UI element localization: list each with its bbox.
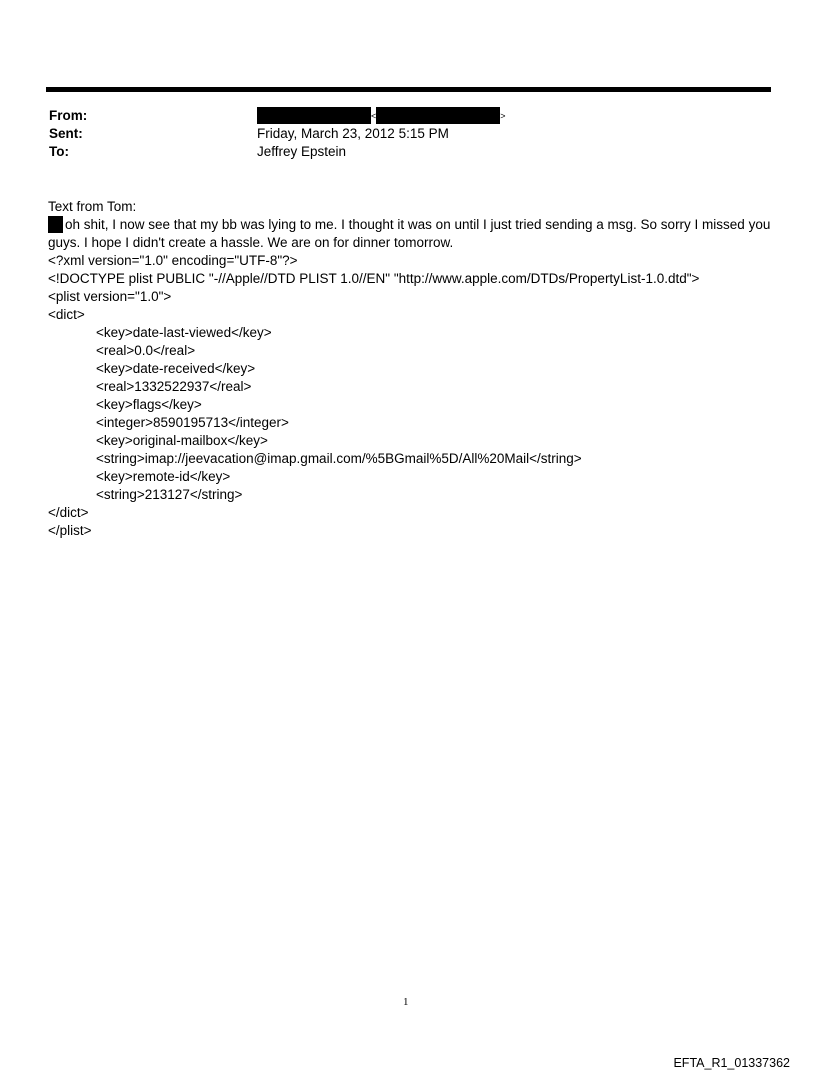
dict-line: <key>original-mailbox</key> [96,433,268,448]
from-close-bracket: > [500,111,506,121]
dict-line: <key>flags</key> [96,397,202,412]
xml-line: <!DOCTYPE plist PUBLIC "-//Apple//DTD PLIST 1.0//EN" "http://www.apple.com/DTDs/PropertyList-1.0.dtd"> [48,271,700,286]
sent-value: Friday, March 23, 2012 5:15 PM [257,126,449,141]
dict-line: <key>date-received</key> [96,361,256,376]
redaction-block [376,107,500,124]
to-value: Jeffrey Epstein [257,144,347,159]
closing-line: </dict> [48,505,89,520]
email-header [49,107,769,161]
email-body [48,198,778,540]
header-rule [46,87,771,92]
sent-row [49,125,769,143]
sent-label: Sent: [49,126,83,141]
document-id: EFTA_R1_01337362 [673,1056,790,1070]
from-row [49,107,769,125]
to-row [49,143,769,161]
intro-line: Text from Tom: [48,199,137,214]
dict-line: <string>imap://jeevacation@imap.gmail.com/%5BGmail%5D/All%20Mail</string> [96,451,582,466]
closing-line: </plist> [48,523,92,538]
redaction-block [48,216,63,233]
from-open-bracket: < [371,111,377,121]
dict-line: <real>1332522937</real> [96,379,252,394]
redaction-block [257,107,371,124]
dict-line: <key>date-last-viewed</key> [96,325,272,340]
page-number: 1 [403,996,409,1008]
xml-line: <dict> [48,307,85,322]
to-label: To: [49,144,69,159]
dict-line: <real>0.0</real> [96,343,196,358]
dict-line: <string>213127</string> [96,487,243,502]
from-value [257,107,506,125]
message-content: oh shit, I now see that my bb was lying to me. I thought it was on until I just tried sending a msg. So sorry I missed you guys. I hope I didn't create a hassle. We are on for dinner tomorrow. [48,217,771,250]
dict-line: <key>remote-id</key> [96,469,231,484]
message-text [48,216,778,252]
from-label: From: [49,108,88,123]
xml-line: <?xml version="1.0" encoding="UTF-8"?> [48,253,298,268]
xml-line: <plist version="1.0"> [48,289,172,304]
dict-line: <integer>8590195713</integer> [96,415,289,430]
